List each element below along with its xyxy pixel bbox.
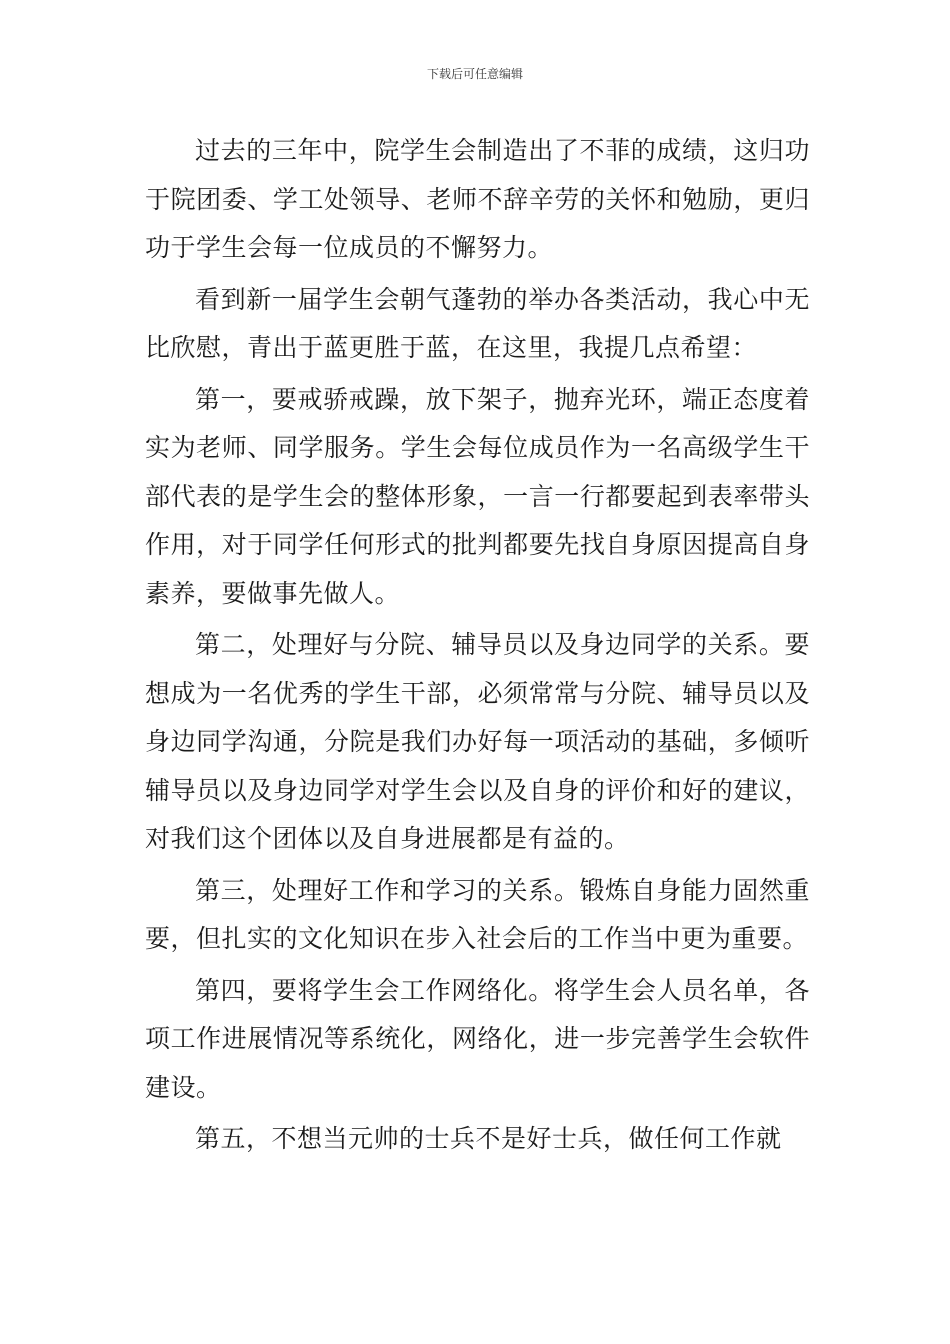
paragraph-5: 第三，处理好工作和学习的关系。锻炼自身能力固然重要，但扎实的文化知识在步入社会后的工作当中更为重要。 xyxy=(145,875,810,953)
paragraph-7: 第五，不想当元帅的士兵不是好士兵，做任何工作就 xyxy=(195,1124,782,1153)
document-body xyxy=(145,127,810,1167)
paragraph-3: 第一，要戒骄戒躁，放下架子，抛弃光环，端正态度着实为老师、同学服务。学生会每位成员作为一名高级学生干部代表的是学生会的整体形象，一言一行都要起到表率带头作用，对于同学任何形式的批判都要先找自身原因提高自身素养，要做事先做人。 xyxy=(145,384,810,608)
paragraph-4: 第二，处理好与分院、辅导员以及身边同学的关系。要想成为一名优秀的学生干部，必须常常与分院、辅导员以及身边同学沟通，分院是我们办好每一项活动的基础，多倾听辅导员以及身边同学对学生会以及自身的评价和好的建议，对我们这个团体以及自身进展都是有益的。 xyxy=(145,630,810,853)
paragraph-1: 过去的三年中，院学生会制造出了不菲的成绩，这归功于院团委、学工处领导、老师不辞辛劳的关怀和勉励，更归功于学生会每一位成员的不懈努力。 xyxy=(145,136,810,262)
paragraph-6: 第四，要将学生会工作网络化。将学生会人员名单，各项工作进展情况等系统化，网络化，进一步完善学生会软件建设。 xyxy=(145,975,810,1102)
page-header-note: 下载后可任意编辑 xyxy=(426,67,523,81)
paragraph-2: 看到新一届学生会朝气蓬勃的举办各类活动，我心中无比欣慰，青出于蓝更胜于蓝，在这里，我提几点希望： xyxy=(145,284,810,362)
